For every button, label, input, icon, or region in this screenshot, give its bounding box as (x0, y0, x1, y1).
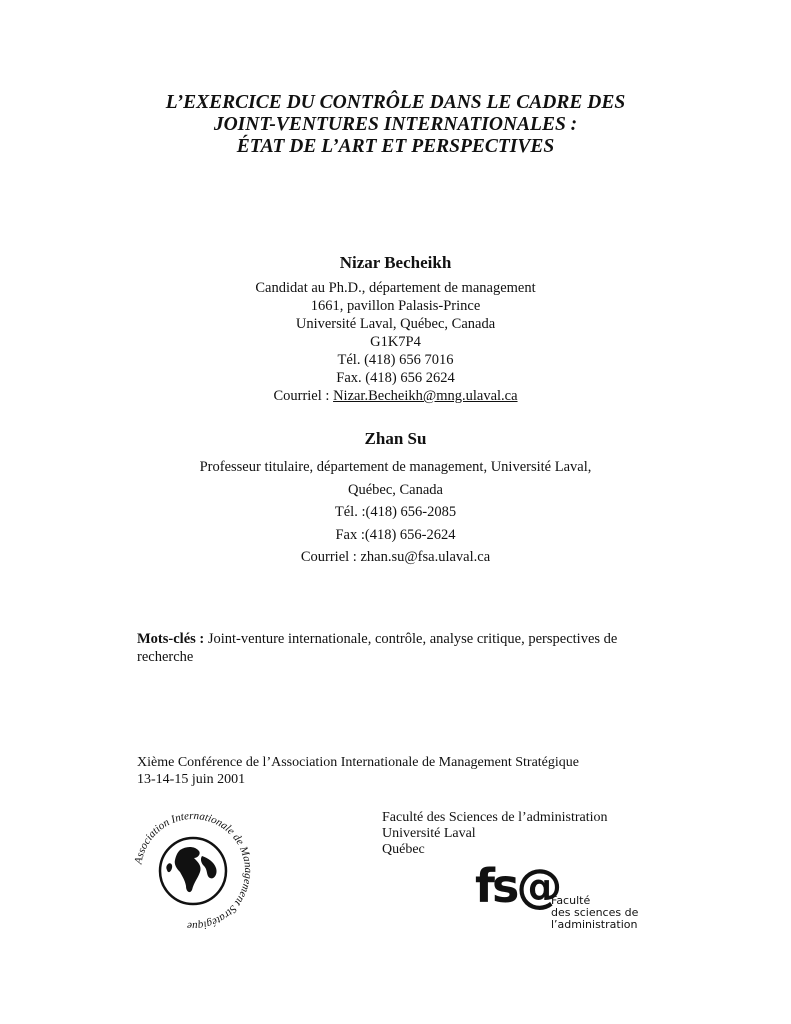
faculty-address (382, 810, 682, 858)
fsa-text-line-2: des sciences de (551, 906, 639, 919)
author-2-block (0, 428, 791, 569)
conference-dates: 13-14-15 juin 2001 (137, 772, 246, 787)
author-1-tel: Tél. (418) 656 7016 (337, 352, 454, 368)
author-1-postal-code: G1K7P4 (370, 334, 421, 350)
keywords-paragraph (137, 630, 657, 666)
keywords-text: Joint-venture internationale, contrôle, analyse critique, perspectives de recherche (137, 631, 618, 665)
author-2-tel: Tél. :(418) 656-2085 (334, 504, 457, 520)
author-2-city: Québec, Canada (347, 481, 443, 498)
author-1-address: 1661, pavillon Palasis-Prince (310, 298, 481, 314)
author-1-university: Université Laval, Québec, Canada (295, 316, 496, 332)
fsa-text-line-1: Faculté (551, 894, 591, 907)
author-1-position: Candidat au Ph.D., département de management (255, 280, 536, 296)
fsa-logo (475, 858, 645, 938)
faculty-university: Université Laval (382, 826, 476, 841)
keywords-label: Mots-clés : (137, 631, 205, 647)
author-1-fax: Fax. (418) 656 2624 (336, 370, 455, 386)
conference-info (137, 754, 657, 788)
title-line-3: ÉTAT DE L’ART ET PERSPECTIVES (236, 136, 555, 157)
fsa-logo-text (551, 895, 638, 931)
aims-logo (128, 806, 258, 936)
author-2-email: Courriel : zhan.su@fsa.ulaval.ca (300, 549, 491, 565)
globe-seal-icon (128, 806, 258, 936)
faculty-name: Faculté des Sciences de l’administration (382, 810, 608, 825)
faculty-city: Québec (382, 842, 425, 857)
fsa-text-line-3: l’administration (551, 918, 638, 931)
fsa-mark: fs@ (475, 859, 560, 913)
author-2-fax: Fax :(418) 656-2624 (335, 526, 456, 543)
author-1-email-link[interactable]: Nizar.Becheikh@mng.ulaval.ca (333, 388, 518, 404)
author-1-name: Nizar Becheikh (339, 253, 452, 272)
aims-ring-text: Association Internationale de Management Stratégique (132, 809, 255, 933)
author-1-block (0, 252, 791, 405)
author-2-name: Zhan Su (364, 429, 427, 448)
author-1-email-line (0, 387, 791, 405)
paper-title (0, 92, 791, 158)
title-line-2: JOINT-VENTURES INTERNATIONALES : (213, 114, 578, 135)
author-1-email-label: Courriel : (273, 388, 334, 404)
author-2-position: Professeur titulaire, département de management, Université Laval, (199, 459, 592, 475)
title-line-1: L’EXERCICE DU CONTRÔLE DANS LE CADRE DES (165, 92, 626, 113)
conference-name: Xième Conférence de l’Association Internationale de Management Stratégique (137, 755, 579, 770)
